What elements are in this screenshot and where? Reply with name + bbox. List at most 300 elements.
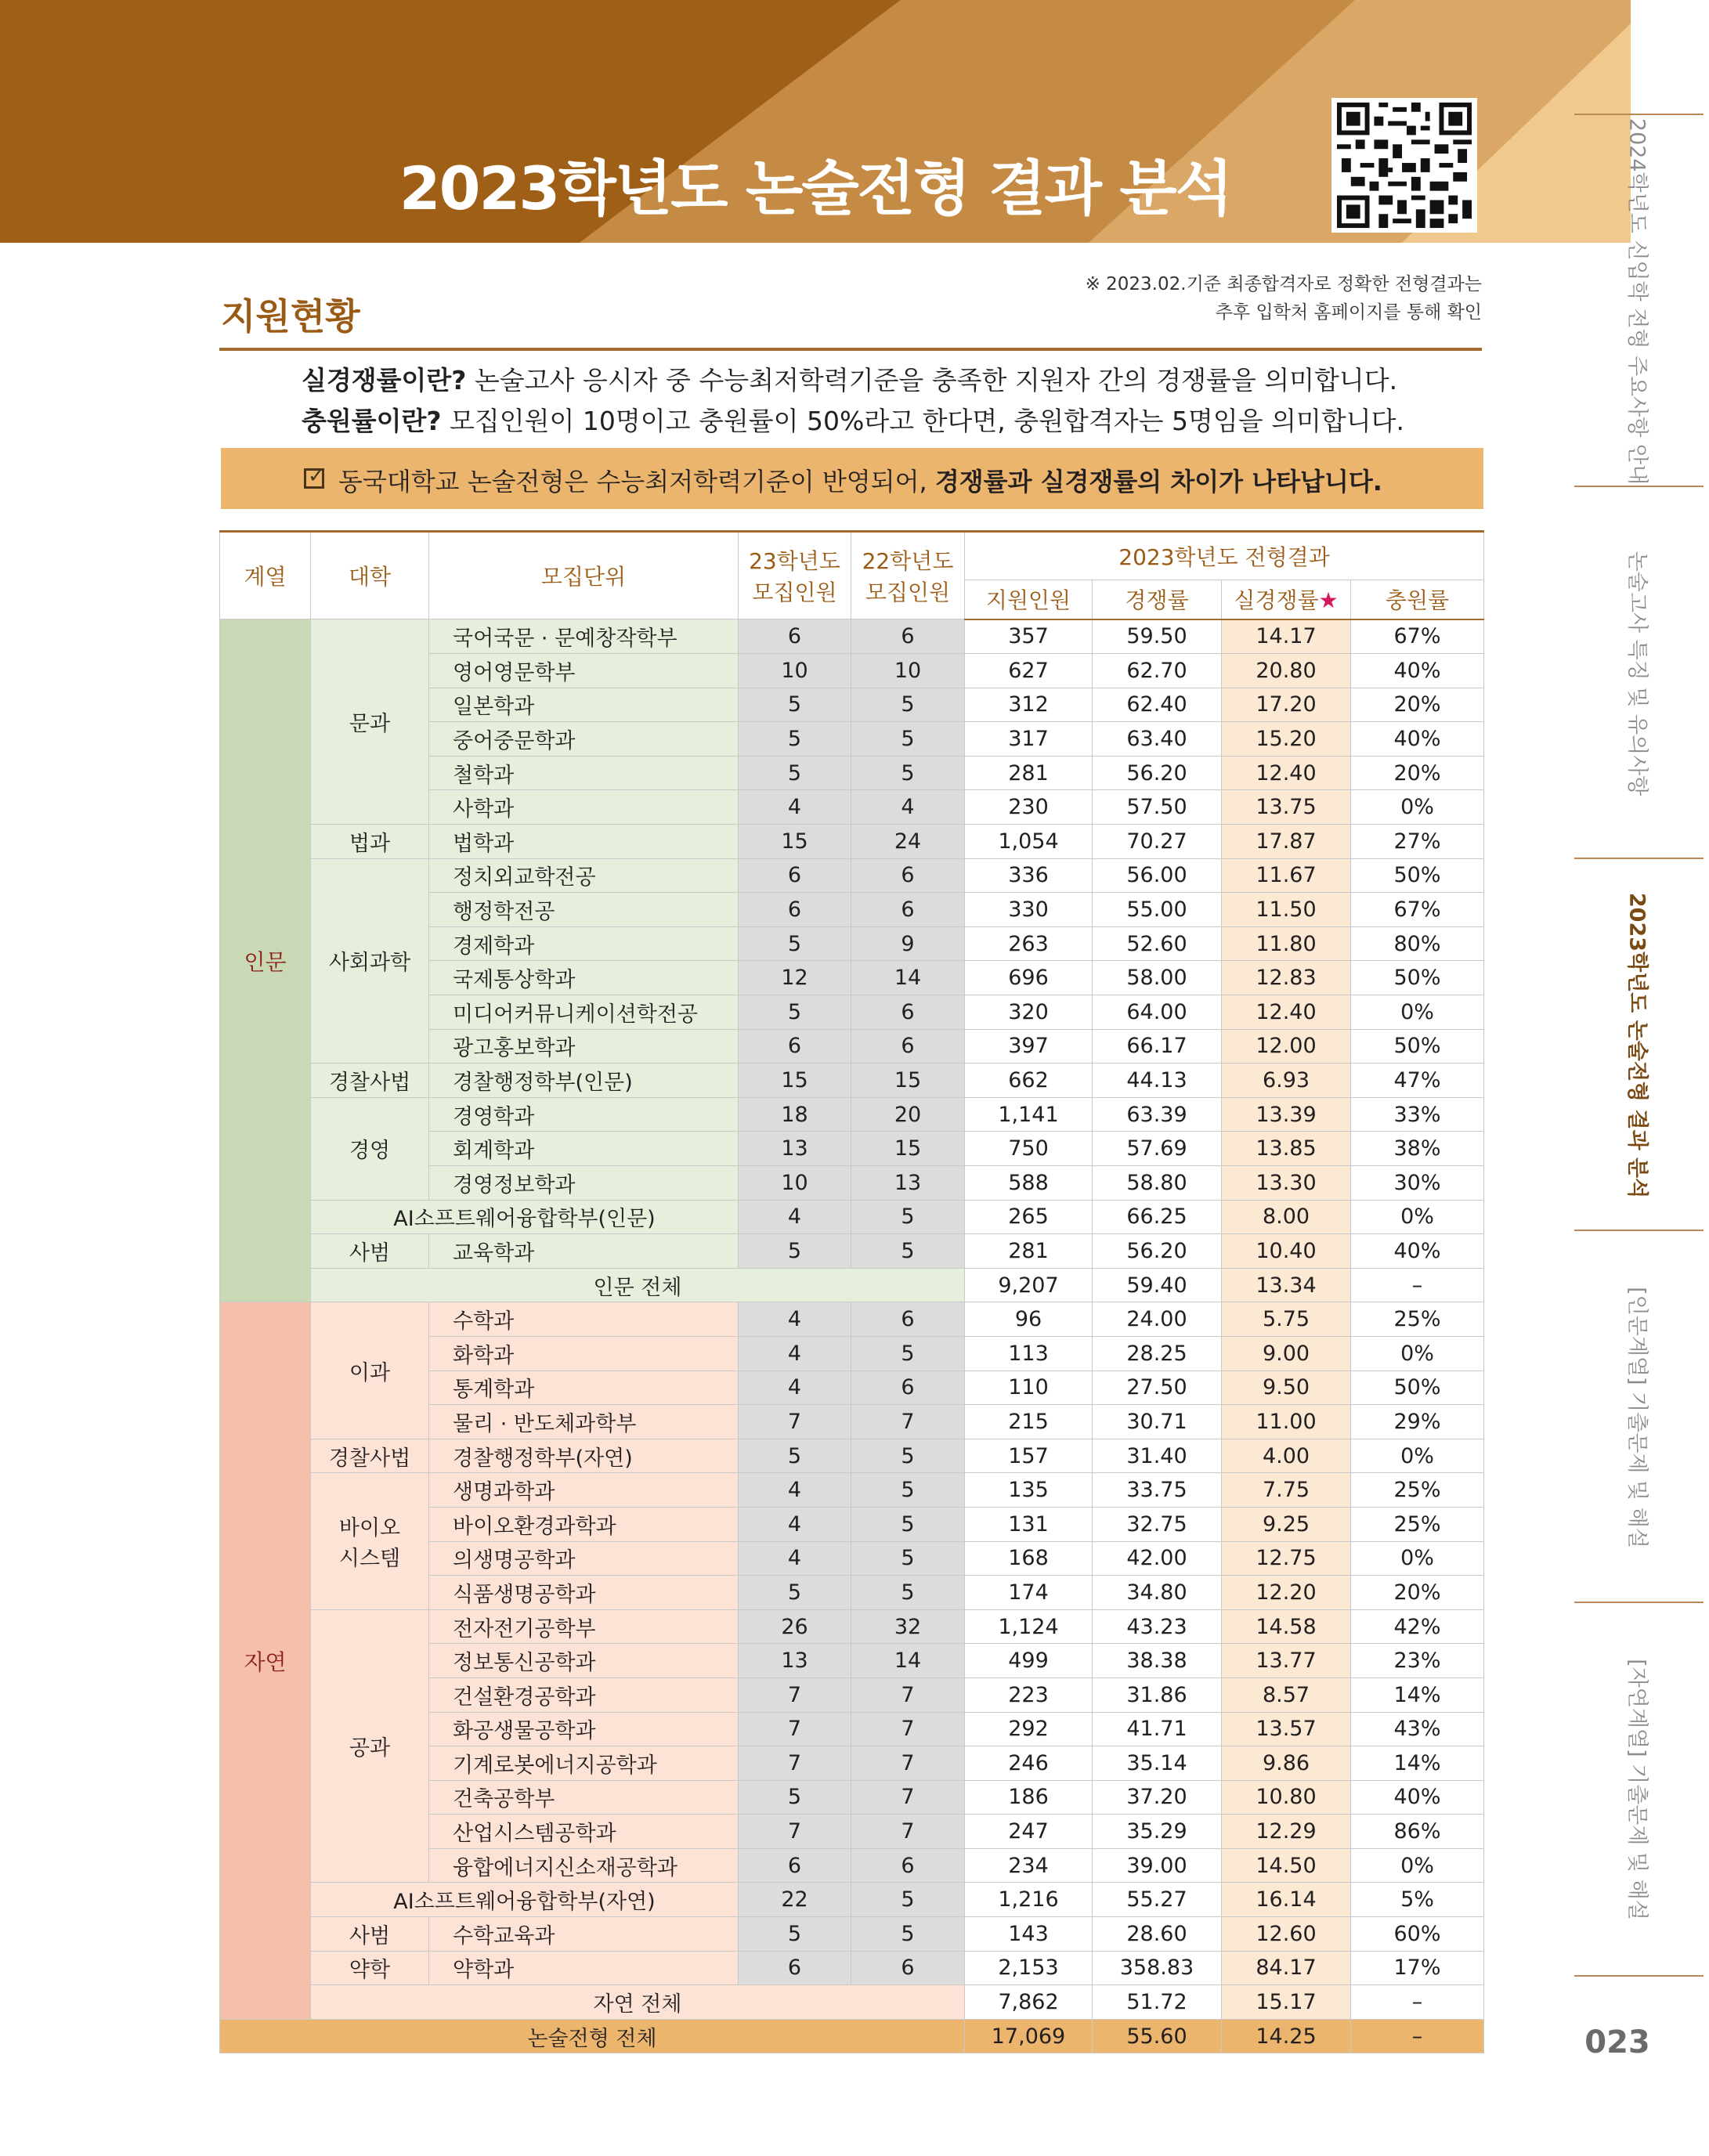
table-row	[220, 1302, 1484, 1337]
quota-2023-cell: 5	[739, 1780, 851, 1815]
unit-cell: 정치외교학전공	[429, 858, 739, 893]
section-divider	[219, 348, 1482, 351]
applicants-cell: 131	[965, 1507, 1093, 1541]
side-navigation	[1574, 114, 1704, 1977]
quota-2022-cell: 14	[851, 1644, 965, 1678]
fill-rate-cell: 23%	[1351, 1644, 1484, 1678]
unit-cell: 미디어커뮤니케이션학전공	[429, 995, 739, 1030]
applicants-cell: 174	[965, 1576, 1093, 1610]
competition-cell: 31.40	[1093, 1439, 1222, 1473]
fill-rate-cell: 20%	[1351, 688, 1484, 722]
real-competition-cell: 13.39	[1222, 1097, 1351, 1132]
table-row	[220, 1439, 1484, 1473]
quota-2022-cell: 6	[851, 995, 965, 1030]
page-number: 023	[1584, 2024, 1650, 2060]
unit-cell: 건축공학부	[429, 1780, 739, 1815]
real-competition-cell: 12.40	[1222, 995, 1351, 1030]
fill-rate-cell: 14%	[1351, 1746, 1484, 1781]
quota-2023-cell: 6	[739, 1848, 851, 1883]
college-cell: 이과	[311, 1302, 429, 1439]
real-competition-cell: 14.50	[1222, 1848, 1351, 1883]
unit-cell: 사학과	[429, 790, 739, 825]
definition-term: 충원률이란?	[302, 406, 442, 436]
unit-cell: 전자전기공학부	[429, 1609, 739, 1644]
unit-cell: 융합에너지신소재공학과	[429, 1848, 739, 1883]
fill-rate-cell: 17%	[1351, 1951, 1484, 1985]
table-row	[220, 858, 1484, 893]
quota-2023-cell: 5	[739, 1576, 851, 1610]
real-competition-cell: 13.75	[1222, 790, 1351, 825]
real-competition-cell: 14.58	[1222, 1609, 1351, 1644]
side-tab-admission-guide[interactable]: 2024학년도 신입학 전형 주요사항 안내	[1574, 114, 1704, 487]
competition-cell: 66.17	[1093, 1029, 1222, 1064]
fill-rate-cell: 40%	[1351, 654, 1484, 688]
fill-rate-cell: 50%	[1351, 961, 1484, 995]
side-tab-essay-features[interactable]: 논술고사 특징 및 유의사항	[1574, 486, 1704, 859]
highlight-text: 동국대학교 논술전형은 수능최저학력기준이 반영되어, 경쟁률과 실경쟁률의 차이가 나타납니다.	[338, 467, 1382, 497]
competition-cell: 42.00	[1093, 1541, 1222, 1576]
table-row	[220, 1234, 1484, 1269]
quota-2022-cell: 24	[851, 825, 965, 859]
competition-cell: 35.29	[1093, 1815, 1222, 1849]
real-competition-cell: 13.57	[1222, 1712, 1351, 1746]
quota-2022-cell: 13	[851, 1166, 965, 1201]
quota-2022-cell: 5	[851, 722, 965, 757]
applicants-cell: 135	[965, 1473, 1093, 1508]
table-row	[220, 825, 1484, 859]
real-competition-cell: 12.60	[1222, 1917, 1351, 1952]
fill-rate-cell: 38%	[1351, 1132, 1484, 1166]
competition-cell: 55.27	[1093, 1883, 1222, 1917]
table-row	[220, 1951, 1484, 1985]
qr-code-icon[interactable]	[1331, 98, 1477, 233]
applicants-cell: 330	[965, 893, 1093, 927]
unit-cell: 식품생명공학과	[429, 1576, 739, 1610]
applicants-cell: 96	[965, 1302, 1093, 1337]
table-row	[220, 619, 1484, 654]
quota-2022-cell: 7	[851, 1677, 965, 1712]
fill-rate-cell: 20%	[1351, 1576, 1484, 1610]
real-competition-cell: 12.75	[1222, 1541, 1351, 1576]
fill-rate-cell: 0%	[1351, 1439, 1484, 1473]
quota-2022-cell: 6	[851, 858, 965, 893]
fill-rate-cell: 0%	[1351, 1848, 1484, 1883]
real-competition-cell: 16.14	[1222, 1883, 1351, 1917]
fill-rate-cell: 0%	[1351, 1200, 1484, 1234]
applicants-cell: 157	[965, 1439, 1093, 1473]
quota-2023-cell: 5	[739, 688, 851, 722]
subtotal-label: 인문 전체	[311, 1268, 965, 1302]
fill-rate-cell: 50%	[1351, 1371, 1484, 1405]
fill-rate-cell: 47%	[1351, 1064, 1484, 1098]
unit-cell: 화학과	[429, 1336, 739, 1371]
fill-rate-cell: –	[1351, 1268, 1484, 1302]
table-row	[220, 1473, 1484, 1508]
quota-2023-cell: 15	[739, 825, 851, 859]
college-cell: 경찰사법	[311, 1439, 429, 1473]
applicants-cell: 397	[965, 1029, 1093, 1064]
star-icon: ★	[1318, 587, 1339, 614]
quota-2023-cell: 6	[739, 1029, 851, 1064]
table-row	[220, 1917, 1484, 1952]
quota-2023-cell: 5	[739, 1917, 851, 1952]
unit-cell: AI소프트웨어융합학부(자연)	[311, 1883, 739, 1917]
quota-2022-cell: 14	[851, 961, 965, 995]
real-competition-cell: 84.17	[1222, 1951, 1351, 1985]
applicants-cell: 223	[965, 1677, 1093, 1712]
fill-rate-cell: 86%	[1351, 1815, 1484, 1849]
real-competition-cell: 10.40	[1222, 1234, 1351, 1269]
real-competition-cell: 13.34	[1222, 1268, 1351, 1302]
unit-cell: 생명과학과	[429, 1473, 739, 1508]
quota-2022-cell: 5	[851, 1473, 965, 1508]
competition-cell: 56.20	[1093, 1234, 1222, 1269]
quota-2023-cell: 18	[739, 1097, 851, 1132]
quota-2023-cell: 10	[739, 1166, 851, 1201]
quota-2022-cell: 7	[851, 1712, 965, 1746]
quota-2023-cell: 7	[739, 1746, 851, 1781]
quota-2022-cell: 6	[851, 1302, 965, 1337]
table-row	[220, 1883, 1484, 1917]
unit-cell: 산업시스템공학과	[429, 1815, 739, 1849]
checkmark-icon: ✓	[308, 464, 325, 488]
real-competition-cell: 9.25	[1222, 1507, 1351, 1541]
applicants-cell: 113	[965, 1336, 1093, 1371]
competition-cell: 57.69	[1093, 1132, 1222, 1166]
unit-cell: 경영정보학과	[429, 1166, 739, 1201]
quota-2023-cell: 7	[739, 1677, 851, 1712]
unit-cell: 경영학과	[429, 1097, 739, 1132]
quota-2023-cell: 13	[739, 1644, 851, 1678]
real-competition-cell: 13.30	[1222, 1166, 1351, 1201]
header-competition: 경쟁률	[1093, 580, 1222, 619]
quota-2022-cell: 5	[851, 1507, 965, 1541]
applicants-cell: 281	[965, 756, 1093, 790]
page-title: 2023학년도 논술전형 결과 분석	[399, 153, 1232, 223]
real-competition-cell: 12.29	[1222, 1815, 1351, 1849]
applicants-cell: 234	[965, 1848, 1093, 1883]
real-competition-cell: 12.20	[1222, 1576, 1351, 1610]
real-competition-cell: 6.93	[1222, 1064, 1351, 1098]
table-row	[220, 1064, 1484, 1098]
college-cell: 약학	[311, 1951, 429, 1985]
quota-2023-cell: 12	[739, 961, 851, 995]
quota-2023-cell: 22	[739, 1883, 851, 1917]
competition-cell: 63.39	[1093, 1097, 1222, 1132]
quota-2022-cell: 7	[851, 1815, 965, 1849]
unit-cell: 국어국문 · 문예창작학부	[429, 619, 739, 654]
quota-2022-cell: 6	[851, 1029, 965, 1064]
quota-2022-cell: 15	[851, 1132, 965, 1166]
quota-2022-cell: 7	[851, 1780, 965, 1815]
competition-cell: 24.00	[1093, 1302, 1222, 1337]
competition-cell: 62.70	[1093, 654, 1222, 688]
competition-cell: 59.50	[1093, 619, 1222, 654]
definition-term: 실경쟁률이란?	[302, 365, 467, 395]
real-competition-cell: 13.77	[1222, 1644, 1351, 1678]
quota-2022-cell: 9	[851, 926, 965, 961]
college-cell: 사회과학	[311, 858, 429, 1064]
college-cell: 경찰사법	[311, 1064, 429, 1098]
real-competition-cell: 15.17	[1222, 1985, 1351, 2020]
fill-rate-cell: 30%	[1351, 1166, 1484, 1201]
quota-2022-cell: 5	[851, 1883, 965, 1917]
competition-cell: 64.00	[1093, 995, 1222, 1030]
unit-cell: 의생명공학과	[429, 1541, 739, 1576]
unit-cell: 통계학과	[429, 1371, 739, 1405]
unit-cell: 국제통상학과	[429, 961, 739, 995]
competition-cell: 28.25	[1093, 1336, 1222, 1371]
unit-cell: 경찰행정학부(자연)	[429, 1439, 739, 1473]
applicants-cell: 1,141	[965, 1097, 1093, 1132]
quota-2022-cell: 4	[851, 790, 965, 825]
fill-rate-cell: 0%	[1351, 995, 1484, 1030]
unit-cell: 경제학과	[429, 926, 739, 961]
real-competition-cell: 9.00	[1222, 1336, 1351, 1371]
real-competition-cell: 8.00	[1222, 1200, 1351, 1234]
header-unit: 모집단위	[429, 532, 739, 619]
college-cell: 바이오 시스템	[311, 1473, 429, 1609]
note-line-2: 추후 입학처 홈페이지를 통해 확인	[1215, 302, 1482, 323]
quota-2022-cell: 5	[851, 1439, 965, 1473]
unit-cell: 화공생물공학과	[429, 1712, 739, 1746]
quota-2022-cell: 5	[851, 1336, 965, 1371]
quota-2022-cell: 5	[851, 688, 965, 722]
quota-2023-cell: 4	[739, 1336, 851, 1371]
competition-cell: 33.75	[1093, 1473, 1222, 1508]
competition-cell: 58.00	[1093, 961, 1222, 995]
fill-rate-cell: 50%	[1351, 858, 1484, 893]
applicants-cell: 110	[965, 1371, 1093, 1405]
side-tab-science-questions[interactable]: [자연계열] 기출문제 및 해설	[1574, 1602, 1704, 1977]
real-competition-cell: 13.85	[1222, 1132, 1351, 1166]
competition-cell: 58.80	[1093, 1166, 1222, 1201]
competition-cell: 28.60	[1093, 1917, 1222, 1952]
quota-2023-cell: 6	[739, 858, 851, 893]
competition-cell: 38.38	[1093, 1644, 1222, 1678]
fill-rate-cell: 0%	[1351, 1541, 1484, 1576]
competition-cell: 52.60	[1093, 926, 1222, 961]
quota-2022-cell: 15	[851, 1064, 965, 1098]
unit-cell: AI소프트웨어융합학부(인문)	[311, 1200, 739, 1234]
quota-2023-cell: 4	[739, 1507, 851, 1541]
competition-cell: 43.23	[1093, 1609, 1222, 1644]
college-cell: 공과	[311, 1609, 429, 1883]
applicants-cell: 1,124	[965, 1609, 1093, 1644]
quota-2022-cell: 7	[851, 1405, 965, 1439]
competition-cell: 55.00	[1093, 893, 1222, 927]
quota-2023-cell: 4	[739, 1302, 851, 1337]
quota-2022-cell: 6	[851, 619, 965, 654]
quota-2022-cell: 5	[851, 1234, 965, 1269]
fill-rate-cell: 29%	[1351, 1405, 1484, 1439]
competition-cell: 32.75	[1093, 1507, 1222, 1541]
competition-cell: 41.71	[1093, 1712, 1222, 1746]
unit-cell: 수학교육과	[429, 1917, 739, 1952]
quota-2023-cell: 26	[739, 1609, 851, 1644]
applicants-cell: 168	[965, 1541, 1093, 1576]
quota-2022-cell: 5	[851, 1200, 965, 1234]
fill-rate-cell: 67%	[1351, 893, 1484, 927]
real-competition-cell: 20.80	[1222, 654, 1351, 688]
track-cell: 인문	[220, 619, 311, 1302]
competition-cell: 31.86	[1093, 1677, 1222, 1712]
real-competition-cell: 12.00	[1222, 1029, 1351, 1064]
real-competition-cell: 8.57	[1222, 1677, 1351, 1712]
real-competition-cell: 12.40	[1222, 756, 1351, 790]
applicants-cell: 247	[965, 1815, 1093, 1849]
real-competition-cell: 11.00	[1222, 1405, 1351, 1439]
college-cell: 경영	[311, 1097, 429, 1200]
unit-cell: 행정학전공	[429, 893, 739, 927]
fill-rate-cell: 20%	[1351, 756, 1484, 790]
fill-rate-cell: 67%	[1351, 619, 1484, 654]
fill-rate-cell: 27%	[1351, 825, 1484, 859]
quota-2022-cell: 5	[851, 756, 965, 790]
applicants-cell: 357	[965, 619, 1093, 654]
applicants-cell: 230	[965, 790, 1093, 825]
quota-2023-cell: 6	[739, 619, 851, 654]
quota-2022-cell: 7	[851, 1746, 965, 1781]
header-applicants: 지원인원	[965, 580, 1093, 619]
real-competition-cell: 12.83	[1222, 961, 1351, 995]
side-tab-results-analysis[interactable]: 2023학년도 논술전형 결과 분석	[1574, 858, 1704, 1231]
fill-rate-cell: 25%	[1351, 1302, 1484, 1337]
fill-rate-cell: 14%	[1351, 1677, 1484, 1712]
fill-rate-cell: 43%	[1351, 1712, 1484, 1746]
header-2023-results: 2023학년도 전형결과	[965, 532, 1484, 580]
track-cell: 자연	[220, 1302, 311, 2019]
quota-2022-cell: 6	[851, 1848, 965, 1883]
applicants-cell: 186	[965, 1780, 1093, 1815]
subtotal-row	[220, 1268, 1484, 1302]
real-competition-cell: 15.20	[1222, 722, 1351, 757]
section-title: 지원현황	[221, 295, 360, 338]
grand-total-row	[220, 2019, 1484, 2053]
applicants-cell: 246	[965, 1746, 1093, 1781]
side-tab-humanities-questions[interactable]: [인문계열] 기출문제 및 해설	[1574, 1230, 1704, 1603]
real-competition-cell: 11.67	[1222, 858, 1351, 893]
applicants-cell: 696	[965, 961, 1093, 995]
applicants-cell: 1,054	[965, 825, 1093, 859]
college-cell: 법과	[311, 825, 429, 859]
definition-real-competition	[302, 360, 1397, 397]
applicants-cell: 588	[965, 1166, 1093, 1201]
competition-cell: 56.00	[1093, 858, 1222, 893]
unit-cell: 일본학과	[429, 688, 739, 722]
applicants-cell: 312	[965, 688, 1093, 722]
real-competition-cell: 17.87	[1222, 825, 1351, 859]
real-competition-cell: 4.00	[1222, 1439, 1351, 1473]
applicants-cell: 17,069	[965, 2019, 1093, 2053]
applicants-cell: 1,216	[965, 1883, 1093, 1917]
quota-2023-cell: 10	[739, 654, 851, 688]
quota-2023-cell: 4	[739, 1371, 851, 1405]
header-2022-quota: 22학년도 모집인원	[851, 532, 965, 619]
unit-cell: 약학과	[429, 1951, 739, 1985]
applicants-cell: 2,153	[965, 1951, 1093, 1985]
competition-cell: 44.13	[1093, 1064, 1222, 1098]
grand-total-label: 논술전형 전체	[220, 2019, 965, 2053]
applicants-cell: 336	[965, 858, 1093, 893]
competition-cell: 66.25	[1093, 1200, 1222, 1234]
header-real-competition: 실경쟁률★	[1222, 580, 1351, 619]
applicants-cell: 662	[965, 1064, 1093, 1098]
definition-text: 모집인원이 10명이고 충원률이 50%라고 한다면, 충원합격자는 5명임을 의미합니다.	[441, 406, 1404, 436]
quota-2023-cell: 7	[739, 1712, 851, 1746]
fill-rate-cell: 0%	[1351, 1336, 1484, 1371]
fill-rate-cell: 50%	[1351, 1029, 1484, 1064]
competition-cell: 35.14	[1093, 1746, 1222, 1781]
quota-2023-cell: 6	[739, 893, 851, 927]
competition-cell: 55.60	[1093, 2019, 1222, 2053]
fill-rate-cell: 60%	[1351, 1917, 1484, 1952]
unit-cell: 수학과	[429, 1302, 739, 1337]
competition-cell: 57.50	[1093, 790, 1222, 825]
quota-2023-cell: 5	[739, 1234, 851, 1269]
quota-2023-cell: 7	[739, 1815, 851, 1849]
applicants-cell: 143	[965, 1917, 1093, 1952]
fill-rate-cell: 25%	[1351, 1473, 1484, 1508]
competition-cell: 27.50	[1093, 1371, 1222, 1405]
applicants-cell: 320	[965, 995, 1093, 1030]
real-competition-cell: 9.50	[1222, 1371, 1351, 1405]
real-competition-cell: 17.20	[1222, 688, 1351, 722]
applicants-cell: 627	[965, 654, 1093, 688]
applicants-cell: 9,207	[965, 1268, 1093, 1302]
real-competition-cell: 11.50	[1222, 893, 1351, 927]
quota-2023-cell: 5	[739, 722, 851, 757]
definition-fill-rate	[302, 401, 1404, 438]
subtotal-label: 자연 전체	[311, 1985, 965, 2020]
unit-cell: 경찰행정학부(인문)	[429, 1064, 739, 1098]
quota-2022-cell: 10	[851, 654, 965, 688]
quota-2023-cell: 5	[739, 995, 851, 1030]
unit-cell: 기계로봇에너지공학과	[429, 1746, 739, 1781]
competition-cell: 59.40	[1093, 1268, 1222, 1302]
real-competition-cell: 7.75	[1222, 1473, 1351, 1508]
competition-cell: 56.20	[1093, 756, 1222, 790]
quota-2023-cell: 15	[739, 1064, 851, 1098]
quota-2023-cell: 5	[739, 1439, 851, 1473]
fill-rate-cell: 25%	[1351, 1507, 1484, 1541]
fill-rate-cell: 42%	[1351, 1609, 1484, 1644]
quota-2023-cell: 6	[739, 1951, 851, 1985]
unit-cell: 바이오환경과학과	[429, 1507, 739, 1541]
real-competition-cell: 14.25	[1222, 2019, 1351, 2053]
college-cell: 사범	[311, 1917, 429, 1952]
quota-2022-cell: 5	[851, 1541, 965, 1576]
competition-cell: 30.71	[1093, 1405, 1222, 1439]
applicants-cell: 215	[965, 1405, 1093, 1439]
competition-cell: 62.40	[1093, 688, 1222, 722]
competition-cell: 39.00	[1093, 1848, 1222, 1883]
competition-cell: 51.72	[1093, 1985, 1222, 2020]
quota-2023-cell: 4	[739, 1200, 851, 1234]
quota-2022-cell: 5	[851, 1576, 965, 1610]
quota-2023-cell: 4	[739, 1541, 851, 1576]
quota-2022-cell: 6	[851, 1951, 965, 1985]
quota-2022-cell: 20	[851, 1097, 965, 1132]
real-competition-cell: 5.75	[1222, 1302, 1351, 1337]
fill-rate-cell: –	[1351, 1985, 1484, 2020]
college-cell: 사범	[311, 1234, 429, 1269]
header-college: 대학	[311, 532, 429, 619]
applicants-cell: 317	[965, 722, 1093, 757]
fill-rate-cell: –	[1351, 2019, 1484, 2053]
quota-2023-cell: 5	[739, 756, 851, 790]
fill-rate-cell: 40%	[1351, 1234, 1484, 1269]
